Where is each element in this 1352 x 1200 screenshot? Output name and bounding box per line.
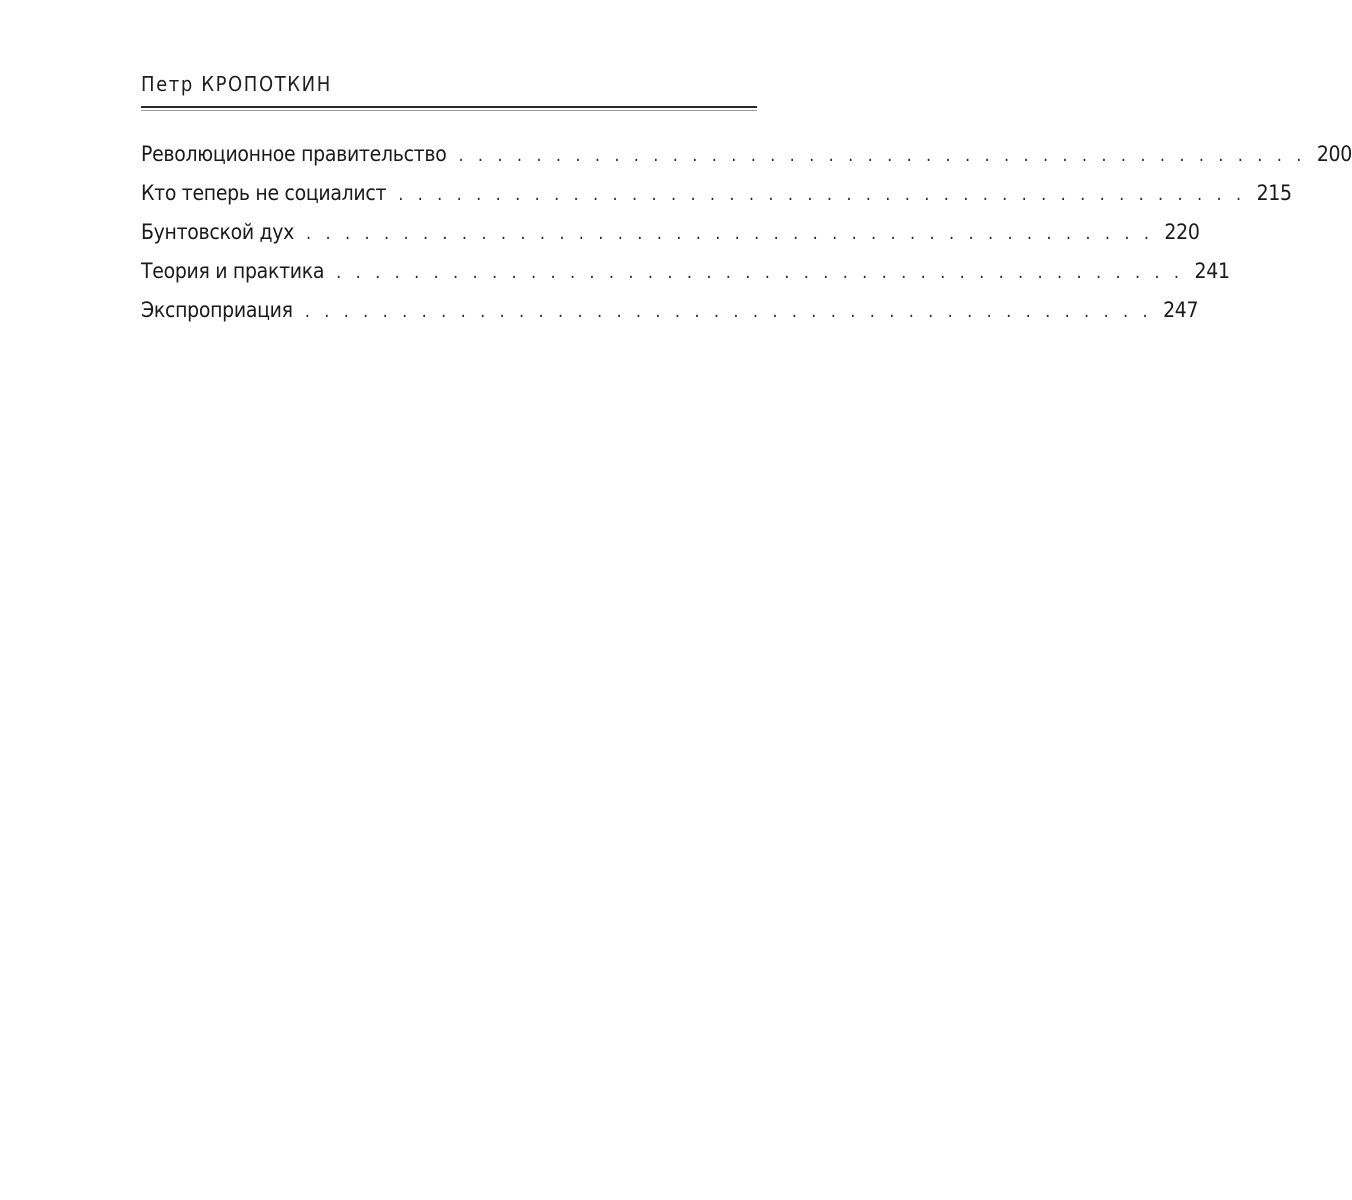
toc-entry [141, 220, 1200, 259]
header-rule-thin [141, 110, 757, 111]
toc-entry-page-number: 220 [1164, 220, 1200, 244]
toc-entry-title: Бунтовской дух [141, 220, 295, 244]
toc-entry [141, 181, 1292, 220]
dot-leader: . . . . . . . . . . . . . . . . . . . . . . . . . . . . . . . . . . . . . . . . . . . . [304, 301, 1153, 322]
toc-entry-page-number: 215 [1256, 181, 1292, 205]
dot-leader: . . . . . . . . . . . . . . . . . . . . . . . . . . . . . . . . . . . . . . . . . . . . [336, 262, 1184, 283]
toc-entry-page-number: 247 [1163, 298, 1199, 322]
toc-entry-page-number: 241 [1194, 259, 1230, 283]
toc-entry-title: Кто теперь не социалист [141, 181, 387, 205]
table-of-contents [141, 142, 1352, 337]
header-rule [141, 106, 757, 108]
toc-entry-title: Революционное правительство [141, 142, 447, 166]
toc-entry-title: Теория и практика [141, 259, 325, 283]
dot-leader: . . . . . . . . . . . . . . . . . . . . . . . . . . . . . . . . . . . . . . . . . . . . [458, 145, 1306, 166]
toc-entry [141, 259, 1230, 298]
toc-entry [141, 142, 1352, 181]
toc-entry [141, 298, 1199, 337]
toc-entry-title: Экспроприация [141, 298, 293, 322]
dot-leader: . . . . . . . . . . . . . . . . . . . . . . . . . . . . . . . . . . . . . . . . . . . . [398, 184, 1246, 205]
dot-leader: . . . . . . . . . . . . . . . . . . . . . . . . . . . . . . . . . . . . . . . . . . . . [306, 223, 1154, 244]
running-head-author: Петр КРОПОТКИН [141, 72, 332, 96]
toc-entry-page-number: 200 [1316, 142, 1352, 166]
